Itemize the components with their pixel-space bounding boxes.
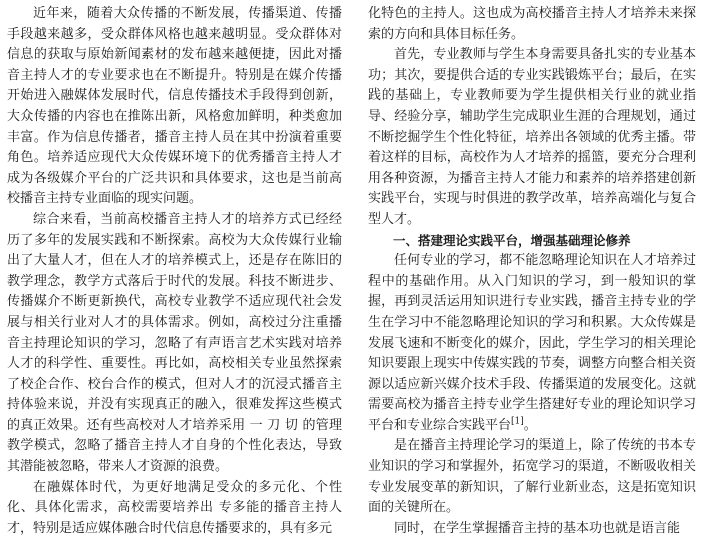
body-paragraph-2: 综合来看，当前高校播音主持人才的培养方式已经经历了多年的发展实践和不断探索。高校为大众传媒行业输出了大量人才，但在人才的培养模式上，还是存在陈旧的教学理念，教学方式落后于时代的发展。科技不断进步、传播媒介不断更新换代，高校专业教学不适应现代社会发展与相关行业对人才的具体需求。例如，高校过分注重播音主持理论知识的学习，忽略了有声语言艺术实践对培养人才的科学性、重要性。再比如，高校相关专业虽然探索了校企合作、校台合作的模式，但对人才的沉浸式播音主持体验来说，并没有实现真正的融入，很难发挥这些模式的真正效果。还有些高校对人才培养采用 一 刀 切 的管理教学模式，忽略了播音主持人才自身的个性化表达，导致其潜能被忽略，带来人才资源的浪费。 [7, 211, 342, 475]
citation-marker: [1] [511, 416, 524, 427]
section-heading: 一、搭建理论实践平台，增强基础理论修养 [393, 232, 631, 248]
paragraph-end: 。 [523, 417, 537, 433]
paragraph-text: 任何专业的学习，都不能忽略理论知识在人才培养过程中的基础作用。从入门知识的学习，到一般知识的掌握，再到灵活运用知识进行专业实践，播音主持专业的学生在学习中不能忽略理论知识的学习和积累。大众传媒是发展飞速和不断变化的媒介，因此，学生学习的相关理论知识要跟上现实中传媒实践的节奏，调整方向整合相关资源以适应新兴媒介技术手段、传播渠道的发展变化。这就需要高校为播音主持专业学生搭建好专业的理论知识学习平台和专业综合实践平台 [368, 253, 696, 433]
body-paragraph-7: 同时，在学生掌握播音主持的基本功也就是语言能 [394, 520, 681, 536]
body-paragraph-1: 近年来，随着大众传播的不断发展，传播渠道、传播手段越来越多，受众群体风格也越来越明显。受众群体对信息的获取与原始新闻素材的发布越来越便捷，因此对播音主持人才的专业要求也在不断提升。特别是在媒介传播开始进入融媒体发展时代，信息传播技术手段得到创新，大众传播的内容也在推陈出新，风格愈加鲜明，种类愈加丰富。作为信息传播者，播音主持人员在其中扮演着重要角色。培养适应现代大众传媒环境下的优秀播音主持人才成为各级媒介平台的广泛共识和具体要求，这也是当前高校播音主持专业面临的现实问题。 [7, 6, 342, 207]
body-paragraph-4: 首先，专业教师与学生本身需要具备扎实的专业基本功；其次，要提供合适的专业实践锻炼平台；最后，在实践的基础上，专业教师要为学生提供相关行业的就业指导、经验分享，辅助学生完成职业生涯的合理规划，通过不断挖掘学生个性化特征，培养出各领域的优秀主播。带着这样的目标，高校作为人才培养的摇篮，要充分合理利用各种资源，为播音主持人才能力和素养的培养搭建创新实践平台，实现与时俱进的教学改革，培养高端化与复合型人才。 [368, 47, 696, 227]
body-paragraph-6: 是在播音主持理论学习的渠道上，除了传统的书本专业知识的学习和掌握外，拓宽学习的渠道，不断吸收相关专业发展变革的新知识，了解行业新业态，这是拓宽知识面的关键所在。 [368, 438, 696, 516]
body-paragraph-continuation: 化特色的主持人。这也成为高校播音主持人才培养未来探索的方向和具体目标任务。 [368, 6, 696, 42]
body-paragraph-5 [368, 251, 696, 436]
left-column [7, 4, 342, 539]
body-paragraph-3: 在融媒体时代，为更好地满足受众的多元化、个性化、具体化需求，高校需要培养出 专多能的播音主持人才，特别是适应媒体融合时代信息传播要求的，具有多元 [7, 479, 342, 536]
right-column [368, 4, 696, 539]
